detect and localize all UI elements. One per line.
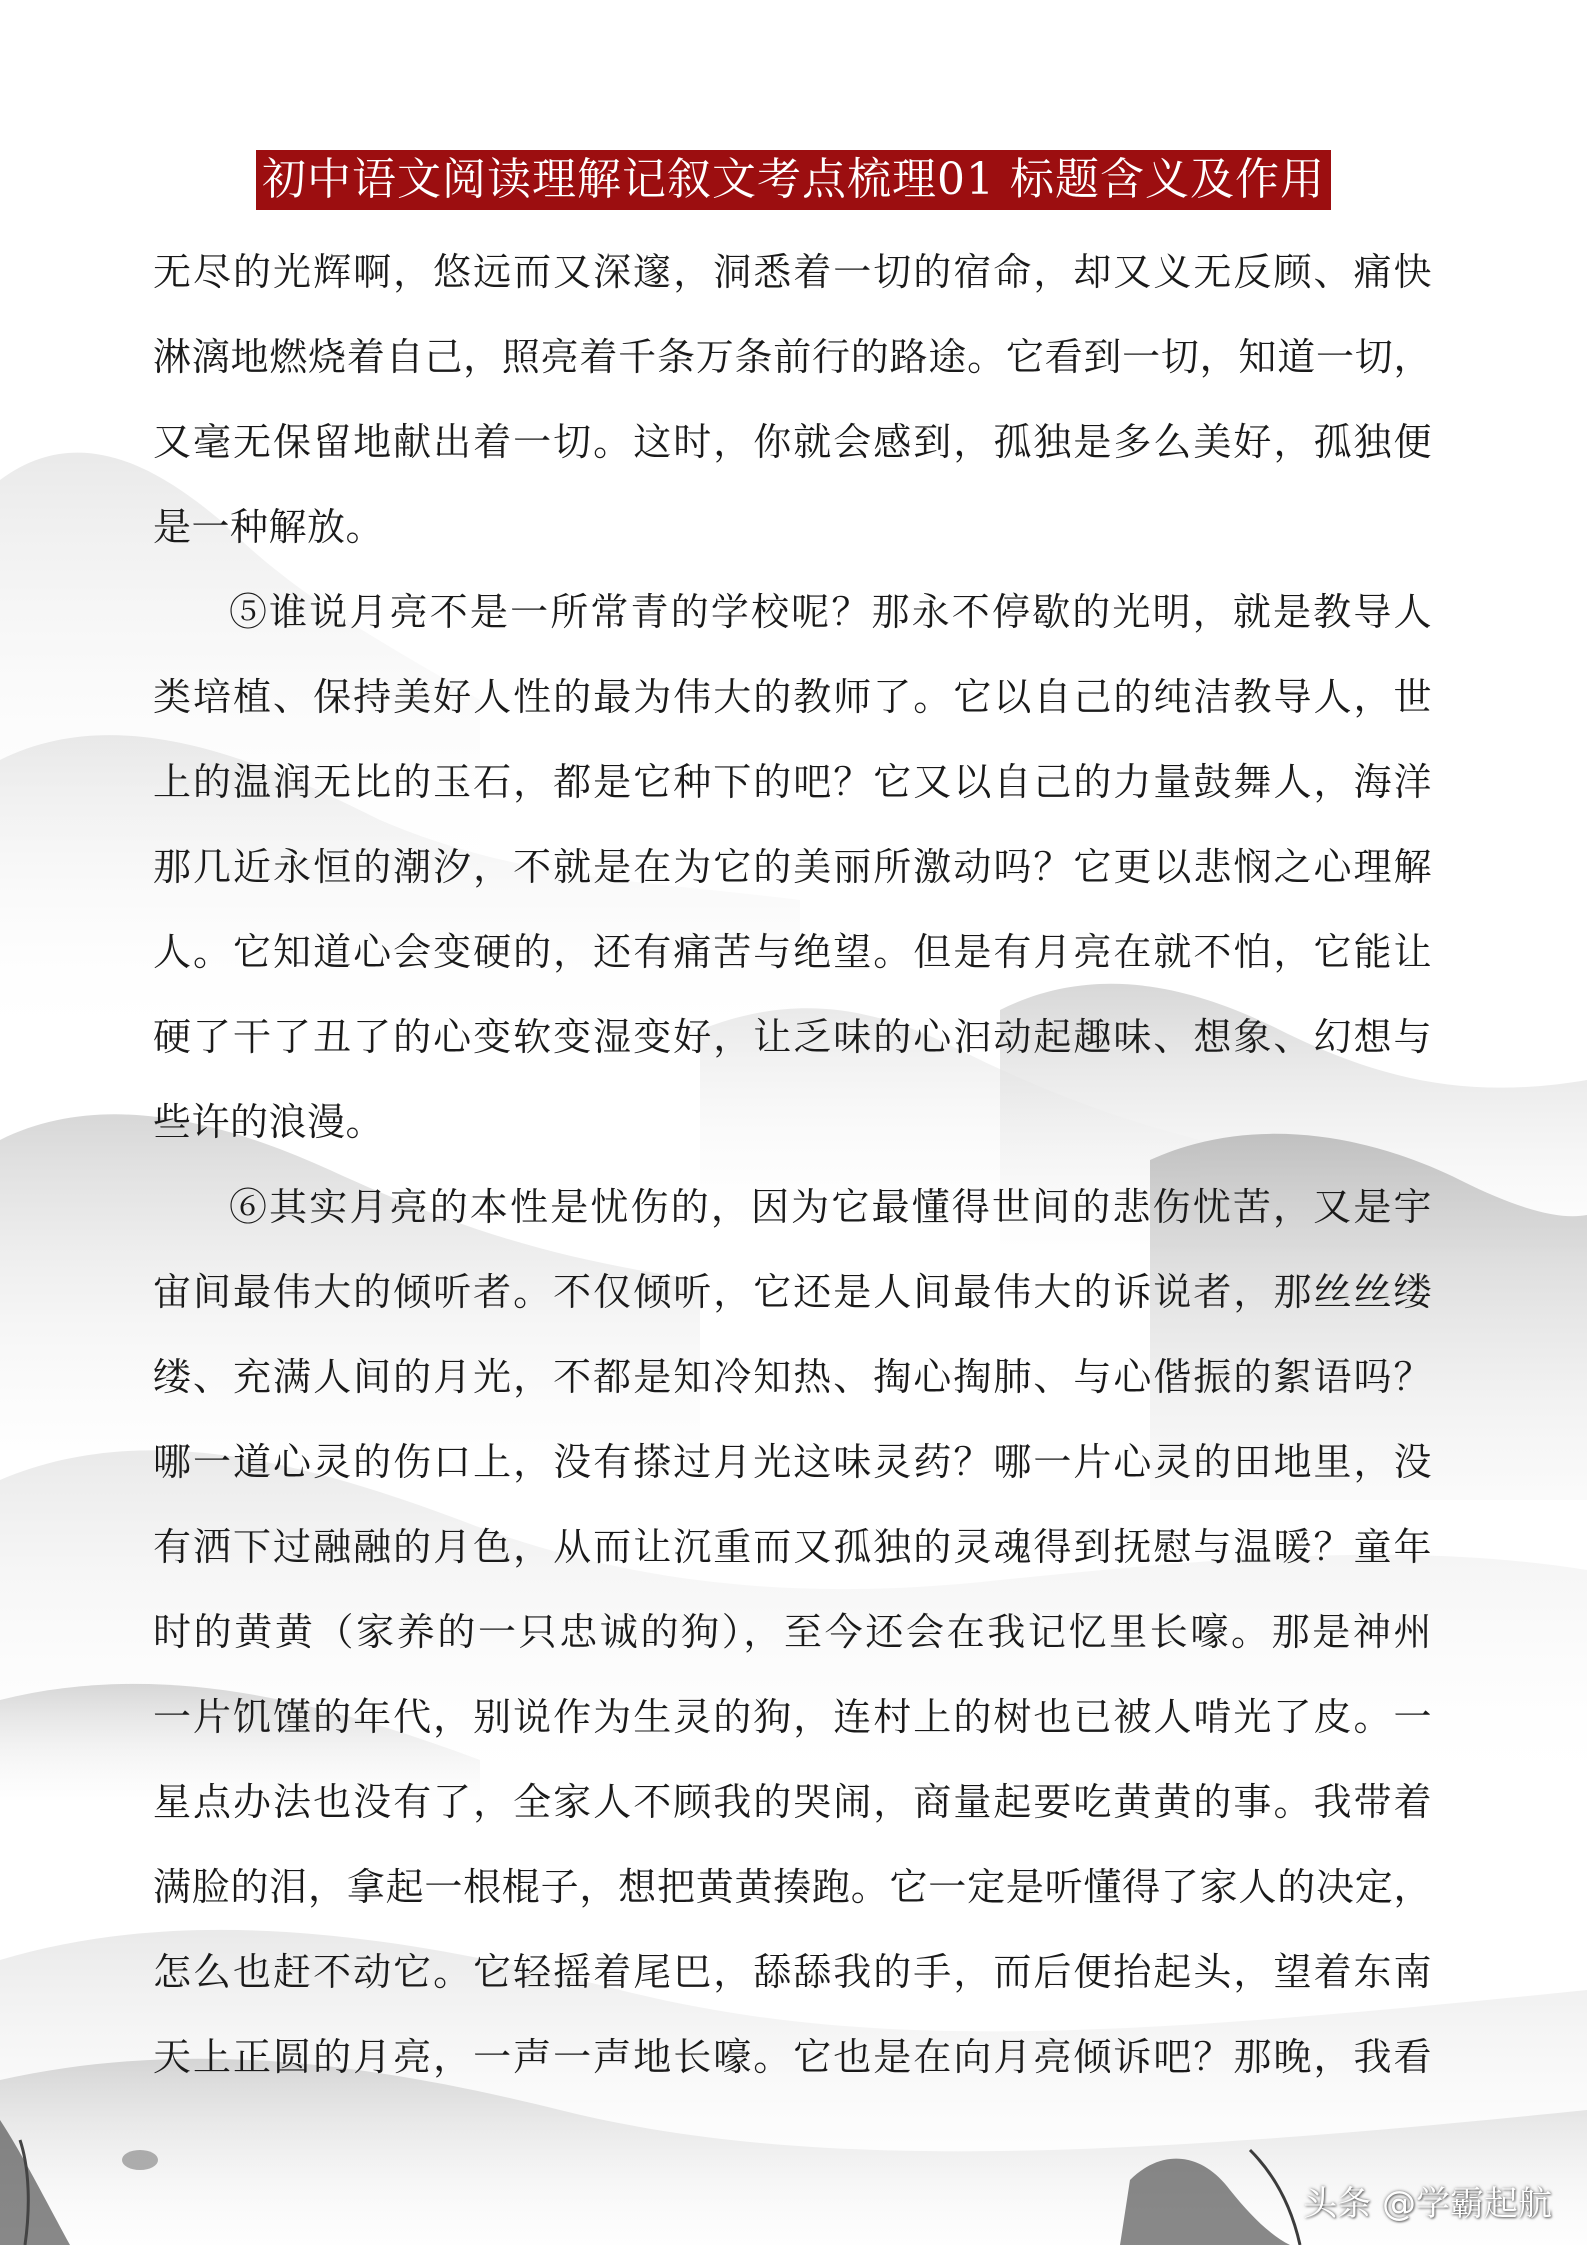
source-watermark: 头条 @学霸起航 — [1303, 2184, 1552, 2224]
article-body — [153, 230, 1432, 2100]
text-line: 又毫无保留地献出着一切。这时，你就会感到，孤独是多么美好，孤独便 — [153, 420, 1432, 464]
text-line: 星点办法也没有了，全家人不顾我的哭闹，商量起要吃黄黄的事。我带着 — [153, 1780, 1432, 1824]
title-banner — [0, 150, 1587, 210]
text-line: 天上正圆的月亮，一声一声地长嚎。它也是在向月亮倾诉吧？那晚，我看 — [153, 2035, 1432, 2079]
text-line: 无尽的光辉啊，悠远而又深邃，洞悉着一切的宿命，却又义无反顾、痛快 — [153, 250, 1432, 294]
text-line: 宙间最伟大的倾听者。不仅倾听，它还是人间最伟大的诉说者，那丝丝缕 — [153, 1270, 1432, 1314]
text-line: ⑥其实月亮的本性是忧伤的，因为它最懂得世间的悲伤忧苦，又是宇 — [229, 1185, 1432, 1229]
text-line: 那几近永恒的潮汐，不就是在为它的美丽所激动吗？它更以悲悯之心理解 — [153, 845, 1432, 889]
text-line: 有洒下过融融的月色，从而让沉重而又孤独的灵魂得到抚慰与温暖？童年 — [153, 1525, 1432, 1569]
text-line: 些许的浪漫。 — [153, 1100, 385, 1144]
text-line: 怎么也赶不动它。它轻摇着尾巴，舔舔我的手，而后便抬起头，望着东南 — [153, 1950, 1432, 1994]
text-line: 人。它知道心会变硬的，还有痛苦与绝望。但是有月亮在就不怕，它能让 — [153, 930, 1432, 974]
text-line: 满脸的泪，拿起一根棍子，想把黄黄揍跑。它一定是听懂得了家人的决定， — [153, 1865, 1432, 1909]
text-line: 上的温润无比的玉石，都是它种下的吧？它又以自己的力量鼓舞人，海洋 — [153, 760, 1432, 804]
text-line: ⑤谁说月亮不是一所常青的学校呢？那永不停歇的光明，就是教导人 — [229, 590, 1432, 634]
text-line: 一片饥馑的年代，别说作为生灵的狗，连村上的树也已被人啃光了皮。一 — [153, 1695, 1432, 1739]
text-line: 硬了干了丑了的心变软变湿变好，让乏味的心汩动起趣味、想象、幻想与 — [153, 1015, 1432, 1059]
text-line: 哪一道心灵的伤口上，没有搽过月光这味灵药？哪一片心灵的田地里，没 — [153, 1440, 1432, 1484]
text-line: 时的黄黄（家养的一只忠诚的狗），至今还会在我记忆里长嚎。那是神州 — [153, 1610, 1432, 1654]
text-line: 是一种解放。 — [153, 505, 385, 549]
document-title: 初中语文阅读理解记叙文考点梳理01 标题含义及作用 — [256, 150, 1331, 210]
text-line: 类培植、保持美好人性的最为伟大的教师了。它以自己的纯洁教导人，世 — [153, 675, 1432, 719]
text-line: 缕、充满人间的月光，不都是知冷知热、掏心掏肺、与心偕振的絮语吗？ — [153, 1355, 1432, 1399]
text-line: 淋漓地燃烧着自己，照亮着千条万条前行的路途。它看到一切，知道一切， — [153, 335, 1432, 379]
